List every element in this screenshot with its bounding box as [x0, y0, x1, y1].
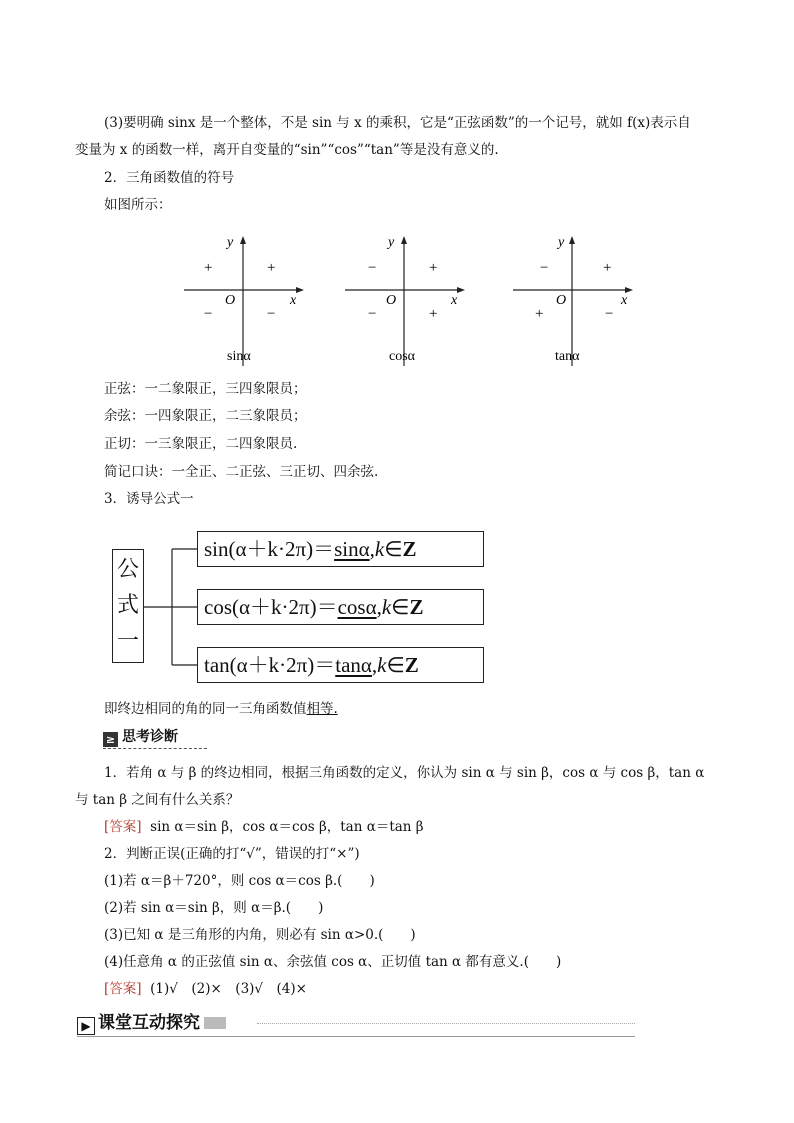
- answer-text: sin α＝sin β，cos α＝cos β，tan α＝tan β: [150, 819, 424, 835]
- x-axis-label: x: [290, 293, 297, 308]
- paragraph3-line1: (3)要明确 sinx 是一个整体，不是 sin 与 x 的乘积，它是“正弦函数”的一个记号，就如 f(x)表示自: [104, 115, 691, 131]
- think-q1-line2: 与 tan β 之间有什么关系？: [75, 792, 240, 808]
- section2-heading: 2．三角函数值的符号: [104, 170, 235, 186]
- y-axis-label: y: [227, 235, 234, 250]
- sign-diagram-cos: [341, 230, 471, 370]
- formula-in: ∈: [384, 537, 403, 561]
- answer-tag: [答案]: [104, 819, 142, 835]
- formula-label-char: 公: [116, 557, 139, 582]
- q3-sign: −: [368, 306, 377, 322]
- think-answer2: [104, 980, 307, 998]
- think-q2-item: (2)若 sin α＝sin β，则 α＝β.( ): [104, 900, 324, 916]
- formula-k: k: [374, 537, 385, 561]
- answer-text: (1)√ (2)× (3)√ (4)×: [150, 981, 307, 997]
- formula-label-char: 一: [116, 629, 139, 654]
- formula-answer: sinα: [334, 537, 370, 561]
- think-q2-item: (4)任意角 α 的正弦值 sin α、余弦值 cos α、正切值 tan α 都有意义.( ): [104, 954, 562, 970]
- think-q2-item: (1)若 α＝β＋720°，则 cos α＝cos β.( ): [104, 873, 375, 889]
- section3-heading: 3．诱导公式一: [104, 491, 194, 507]
- q2-sign: −: [540, 260, 549, 276]
- classroom-section-heading: [77, 1012, 635, 1034]
- q4-sign: −: [267, 306, 276, 322]
- diagram-caption: sinα: [227, 349, 251, 364]
- heading-bar: [204, 1017, 226, 1029]
- formula-k: k: [381, 595, 392, 619]
- rule-sine: 正弦：一二象限正，三四象限员；: [104, 381, 307, 397]
- q2-sign: +: [204, 260, 213, 276]
- formula-set: Z: [404, 653, 419, 677]
- formula-bracket: [144, 545, 198, 670]
- think-heading-text: 思考诊断: [122, 729, 178, 745]
- formula-label-char: 式: [116, 593, 139, 618]
- formula-answer: tanα: [335, 653, 372, 677]
- play-icon: ▶: [77, 1017, 95, 1035]
- x-axis-label: x: [451, 293, 458, 308]
- y-axis-label: y: [388, 235, 395, 250]
- q1-sign: +: [267, 260, 276, 276]
- origin-label: O: [225, 293, 236, 308]
- think-q2: 2．判断正误(正确的打“√”，错误的打“×”): [104, 846, 360, 862]
- think-q1-line1: 1．若角 α 与 β 的终边相同，根据三角函数的定义，你认为 sin α 与 sin β，cos α 与 cos β，tan α: [104, 765, 705, 781]
- rule-tangent: 正切：一三象限正，二四象限员.: [104, 436, 298, 452]
- q1-sign: +: [429, 260, 438, 276]
- origin-label: O: [386, 293, 397, 308]
- summary-answer: 相等.: [306, 701, 338, 717]
- paragraph3-line2: 变量为 x 的函数一样，离开自变量的“sin”“cos”“tan”等是没有意义的.: [75, 142, 499, 158]
- heading-rule: [77, 1036, 635, 1037]
- formula-set: Z: [409, 595, 424, 619]
- section2-intro: 如图所示：: [104, 197, 172, 213]
- origin-label: O: [556, 293, 567, 308]
- formula-answer: cosα: [337, 595, 377, 619]
- rule-mnemonic: 简记口诀：一全正、二正弦、三正切、四余弦.: [104, 464, 379, 480]
- formula-set: Z: [402, 537, 417, 561]
- q4-sign: −: [605, 306, 614, 322]
- classroom-heading-text: 课堂互动探究: [98, 1013, 200, 1033]
- answer-tag: [答案]: [104, 981, 142, 997]
- q2-sign: −: [368, 260, 377, 276]
- formula-sin: sin(α＋k·2π)＝sinα,k∈Z: [197, 531, 484, 567]
- diagram-caption: tanα: [555, 349, 580, 364]
- rule-cosine: 余弦：一四象限正，二三象限员；: [104, 408, 307, 424]
- q3-sign: −: [204, 306, 213, 322]
- formula-label-box: [112, 549, 144, 663]
- sign-diagram-tan: [509, 230, 639, 370]
- q3-sign: +: [535, 306, 544, 322]
- sign-diagram-sin: [180, 230, 310, 370]
- summary-prefix: 即终边相同的角的同一三角函数值: [104, 701, 307, 717]
- formula-lhs: tan(α＋k·2π)＝: [204, 653, 336, 677]
- heading-underline: [103, 748, 207, 749]
- formula-lhs: cos(α＋k·2π)＝: [204, 595, 338, 619]
- diagram-caption: cosα: [389, 349, 415, 364]
- formula-k: k: [377, 653, 387, 677]
- arrow-icon: ≥: [103, 732, 118, 747]
- formula-in: ∈: [386, 653, 405, 677]
- formula-cos: cos(α＋k·2π)＝cosα,k∈Z: [197, 589, 484, 625]
- think-q2-item: (3)已知 α 是三角形的内角，则必有 sin α>0.( ): [104, 927, 416, 943]
- formula-lhs: sin(α＋k·2π)＝: [204, 537, 335, 561]
- think-section-heading: [103, 728, 178, 747]
- section3-summary: [104, 700, 338, 718]
- q1-sign: +: [603, 260, 612, 276]
- y-axis-label: y: [558, 235, 565, 250]
- formula-in: ∈: [391, 595, 410, 619]
- heading-dotted-line: [257, 1023, 635, 1024]
- x-axis-label: x: [621, 293, 628, 308]
- formula-tan: tan(α＋k·2π)＝tanα,k∈Z: [197, 647, 484, 683]
- q4-sign: +: [429, 306, 438, 322]
- think-answer1: [104, 818, 424, 836]
